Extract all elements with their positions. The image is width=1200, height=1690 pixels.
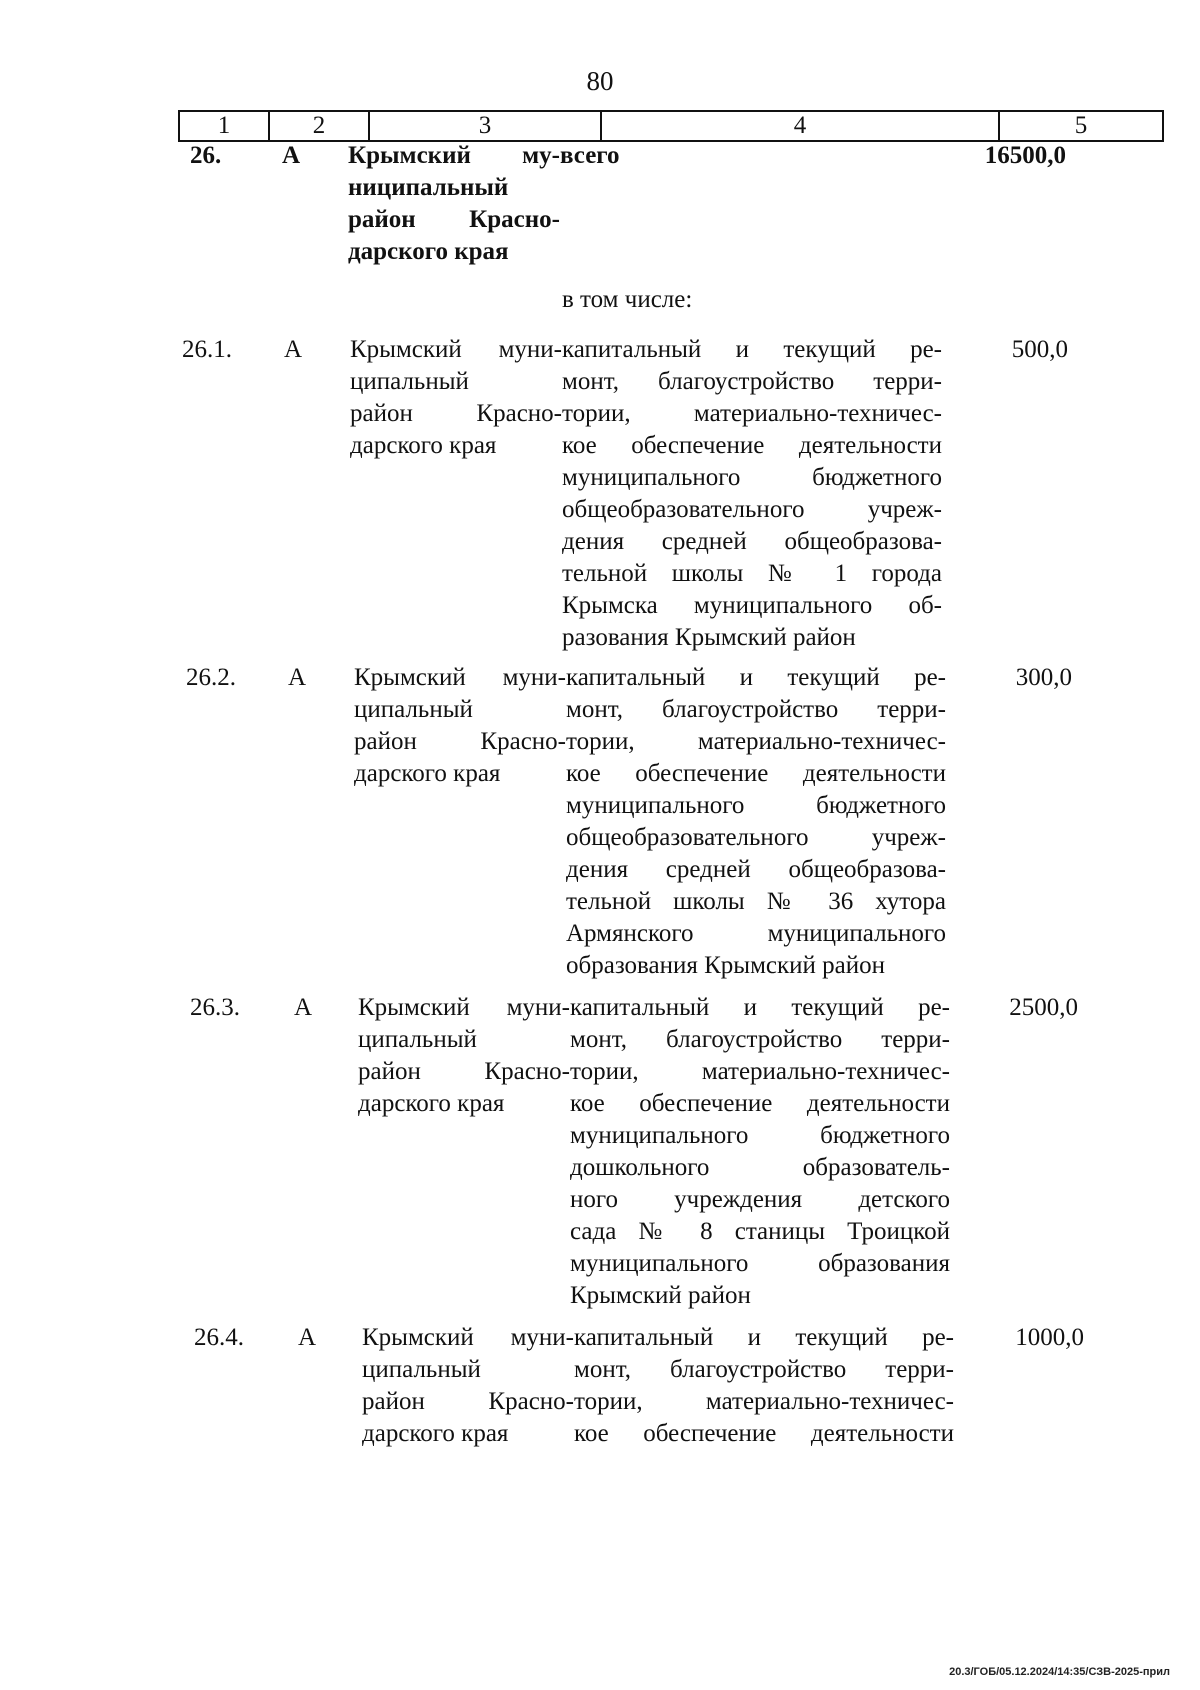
- purpose-line: дения средней общеобразова-: [566, 856, 946, 883]
- row-purpose: [562, 334, 942, 654]
- purpose-line: образования Крымский район: [566, 952, 886, 979]
- purpose-line: Крымский район: [570, 1282, 751, 1309]
- municipality-line: Крымский муни-: [350, 336, 562, 363]
- header-col-1: 1: [180, 112, 270, 140]
- municipality-line: ципальный: [354, 696, 473, 723]
- purpose-line: монт, благоустройство терри-: [570, 1026, 950, 1053]
- document-footer-code: 20.3/ГОБ/05.12.2024/14:35/СЗВ-2025-прил: [949, 1666, 1170, 1678]
- purpose-line: капитальный и текущий ре-: [566, 664, 946, 691]
- purpose-line: ного учреждения детского: [570, 1186, 950, 1213]
- row-purpose: [570, 992, 950, 1312]
- row-amount: 500,0: [1011, 336, 1068, 363]
- header-col-2: 2: [270, 112, 370, 140]
- purpose-line: дошкольного образователь-: [570, 1154, 950, 1181]
- row-municipality: [350, 334, 562, 462]
- row-number: 26.: [190, 142, 222, 169]
- purpose-line: кое обеспечение деятельности: [566, 760, 946, 787]
- purpose-line: муниципального бюджетного: [570, 1122, 950, 1149]
- purpose-line: тории, материально-техничес-: [574, 1388, 954, 1415]
- municipality-line: район Красно-: [348, 206, 560, 233]
- header-col-5: 5: [1074, 112, 1088, 139]
- purpose-line: муниципального бюджетного: [566, 792, 946, 819]
- municipality-line: дарского края: [358, 1090, 505, 1117]
- municipality-line: ципальный: [350, 368, 469, 395]
- row-municipality: [362, 1322, 574, 1450]
- purpose-line: капитальный и текущий ре-: [570, 994, 950, 1021]
- municipality-line: ниципальный: [348, 174, 509, 201]
- purpose-line: капитальный и текущий ре-: [574, 1324, 954, 1351]
- row-municipality: [358, 992, 570, 1120]
- row-municipality: [348, 140, 560, 268]
- row-number: 26.3.: [190, 994, 240, 1021]
- municipality-line: район Красно-: [358, 1058, 570, 1085]
- purpose-line: Армянского муниципального: [566, 920, 946, 947]
- purpose-line: капитальный и текущий ре-: [562, 336, 942, 363]
- in-particular-label: в том числе:: [562, 286, 693, 313]
- table-header: [178, 110, 1164, 142]
- purpose-line: монт, благоустройство терри-: [574, 1356, 954, 1383]
- purpose-line: Крымска муниципального об-: [562, 592, 942, 619]
- header-col-3: 3: [370, 112, 602, 140]
- purpose-line: монт, благоустройство терри-: [566, 696, 946, 723]
- purpose-line: тории, материально-техничес-: [562, 400, 942, 427]
- purpose-line: кое обеспечение деятельности: [570, 1090, 950, 1117]
- purpose-line: тельной школы № 36 хутора: [566, 888, 946, 915]
- row-letter: А: [282, 142, 301, 169]
- row-letter: А: [288, 664, 307, 691]
- row-purpose: [560, 140, 940, 172]
- municipality-line: дарского края: [348, 238, 509, 265]
- purpose-line: разования Крымский район: [562, 624, 856, 651]
- purpose-line: монт, благоустройство терри-: [562, 368, 942, 395]
- row-number: 26.4.: [194, 1324, 244, 1351]
- purpose-line: тельной школы № 1 города: [562, 560, 942, 587]
- row-amount: 1000,0: [1015, 1324, 1084, 1351]
- row-number: 26.1.: [182, 336, 232, 363]
- municipality-line: Крымский муни-: [354, 664, 566, 691]
- purpose-line: тории, материально-техничес-: [570, 1058, 950, 1085]
- header-col-4: 4: [602, 112, 1000, 140]
- row-purpose: [574, 1322, 954, 1450]
- row-amount: 300,0: [1015, 664, 1072, 691]
- purpose-line: дения средней общеобразова-: [562, 528, 942, 555]
- purpose-line: кое обеспечение деятельности: [574, 1420, 954, 1447]
- row-number: 26.2.: [186, 664, 236, 691]
- municipality-line: Крымский муни-: [358, 994, 570, 1021]
- row-amount: 2500,0: [1009, 994, 1078, 1021]
- municipality-line: район Красно-: [354, 728, 566, 755]
- municipality-line: район Красно-: [350, 400, 562, 427]
- purpose-line: общеобразовательного учреж-: [562, 496, 942, 523]
- purpose-line: всего: [560, 142, 620, 169]
- municipality-line: дарского края: [354, 760, 501, 787]
- municipality-line: Крымский муни-: [362, 1324, 574, 1351]
- page-number: 80: [586, 66, 614, 96]
- municipality-line: дарского края: [362, 1420, 509, 1447]
- row-amount: 16500,0: [984, 142, 1066, 169]
- purpose-line: сада № 8 станицы Троицкой: [570, 1218, 950, 1245]
- row-letter: А: [298, 1324, 317, 1351]
- row-municipality: [354, 662, 566, 790]
- municipality-line: район Красно-: [362, 1388, 574, 1415]
- municipality-line: Крымский му-: [348, 142, 560, 169]
- purpose-line: муниципального образования: [570, 1250, 950, 1277]
- row-purpose: [566, 662, 946, 982]
- purpose-line: кое обеспечение деятельности: [562, 432, 942, 459]
- row-letter: А: [294, 994, 313, 1021]
- municipality-line: ципальный: [362, 1356, 481, 1383]
- purpose-line: тории, материально-техничес-: [566, 728, 946, 755]
- purpose-line: муниципального бюджетного: [562, 464, 942, 491]
- municipality-line: ципальный: [358, 1026, 477, 1053]
- purpose-line: общеобразовательного учреж-: [566, 824, 946, 851]
- row-letter: А: [284, 336, 303, 363]
- municipality-line: дарского края: [350, 432, 497, 459]
